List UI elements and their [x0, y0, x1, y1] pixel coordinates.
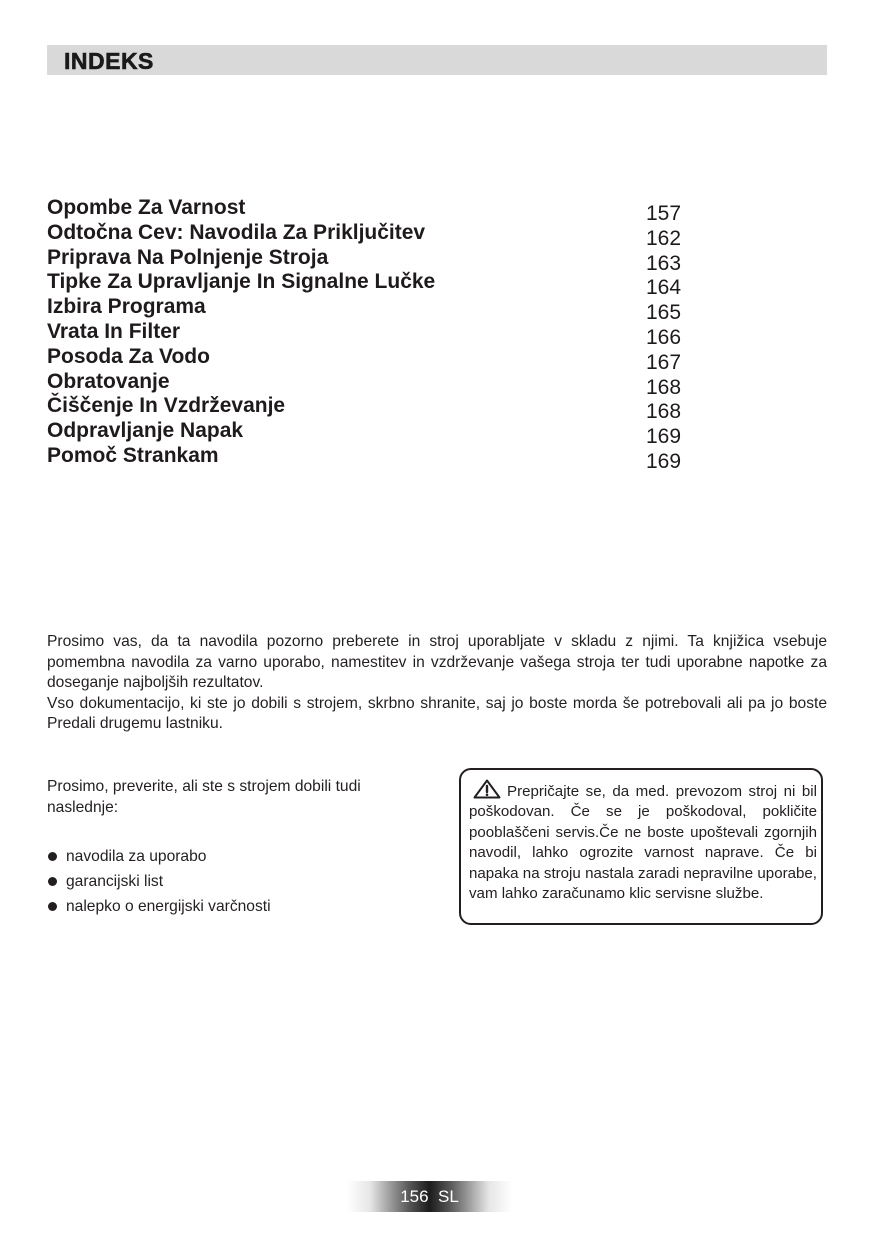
toc-entry-title[interactable]: Opombe Za Varnost [47, 196, 246, 219]
toc-entry-title[interactable]: Priprava Na Polnjenje Stroja [47, 245, 329, 269]
page-number-bar [347, 1181, 512, 1212]
warning-text: Prepričajte se, da med. prevozom stroj ni bil poškodovan. Če se je poškodoval, pokličite pooblaščeni servis.Če ne boste upoštevali zgornjih navodil, lahko ogrozite varnost naprave. Če bi napaka na stroju nastala zaradi nepravilne uporabe, vam lahko zaračunamo klic servisne službe. [469, 783, 817, 903]
toc-entry-title[interactable]: Obratovanje [47, 369, 170, 393]
toc-entry-page: 169 [646, 425, 682, 449]
package-checklist [47, 777, 427, 919]
toc-titles [47, 196, 627, 469]
toc-entry-page: 169 [646, 449, 682, 473]
list-item [47, 844, 427, 869]
toc-page-numbers [646, 202, 706, 475]
toc-entry-title[interactable]: Vrata In Filter [47, 319, 181, 343]
page-title: INDEKS [64, 48, 154, 74]
intro-section [47, 632, 827, 735]
header-bar [47, 45, 827, 75]
toc-entry-title[interactable]: Čiščenje In Vzdrževanje [47, 394, 286, 418]
toc-entry-page: 167 [646, 350, 682, 374]
warning-triangle-icon [473, 779, 501, 799]
toc-entry-title[interactable]: Pomoč Strankam [47, 443, 219, 467]
list-item-label: nalepko o energijski varčnosti [66, 898, 271, 916]
bullet-icon [48, 877, 57, 886]
toc-entry-page: 166 [646, 325, 682, 349]
toc-entry-title[interactable]: Odtočna Cev: Navodila Za Priključitev [47, 220, 426, 244]
toc-entry-title[interactable]: Tipke Za Upravljanje In Signalne Lučke [47, 270, 436, 294]
bullet-icon [48, 902, 57, 911]
toc-entry-page: 168 [646, 375, 682, 399]
checklist-lead: Prosimo, preverite, ali ste s strojem dobili tudi naslednje: [47, 778, 361, 816]
list-item [47, 894, 427, 919]
toc-entry-page: 164 [646, 276, 682, 300]
toc-entry-page: 157 [646, 202, 682, 225]
page-number: 156 SL [400, 1187, 459, 1206]
toc-entry-page: 165 [646, 301, 682, 325]
list-item [47, 869, 427, 894]
intro-paragraph: Vso dokumentacijo, ki ste jo dobili s strojem, skrbno shranite, saj jo boste morda še potrebovali ali pa jo boste Predali drugemu lastniku. [47, 694, 827, 733]
toc-entry-title[interactable]: Izbira Programa [47, 295, 206, 319]
checklist-list [47, 844, 427, 919]
warning-box [459, 768, 823, 925]
list-item-label: garancijski list [66, 873, 164, 891]
toc-entry-page: 168 [646, 400, 682, 424]
bullet-icon [48, 852, 57, 861]
list-item-label: navodila za uporabo [66, 848, 207, 866]
toc-entry-page: 163 [646, 251, 682, 275]
toc-entry-title[interactable]: Posoda Za Vodo [47, 344, 210, 368]
toc-entry-title[interactable]: Odpravljanje Napak [47, 419, 244, 443]
toc-entry-page: 162 [646, 226, 682, 250]
intro-paragraph: Prosimo vas, da ta navodila pozorno preberete in stroj uporabljate v skladu z njimi. Ta knjižica vsebuje pomembna navodila za varno uporabo, namestitev in vzdrževanje vašega stroja ter tudi uporabne napotke za doseganje najboljših rezultatov. [47, 633, 827, 692]
